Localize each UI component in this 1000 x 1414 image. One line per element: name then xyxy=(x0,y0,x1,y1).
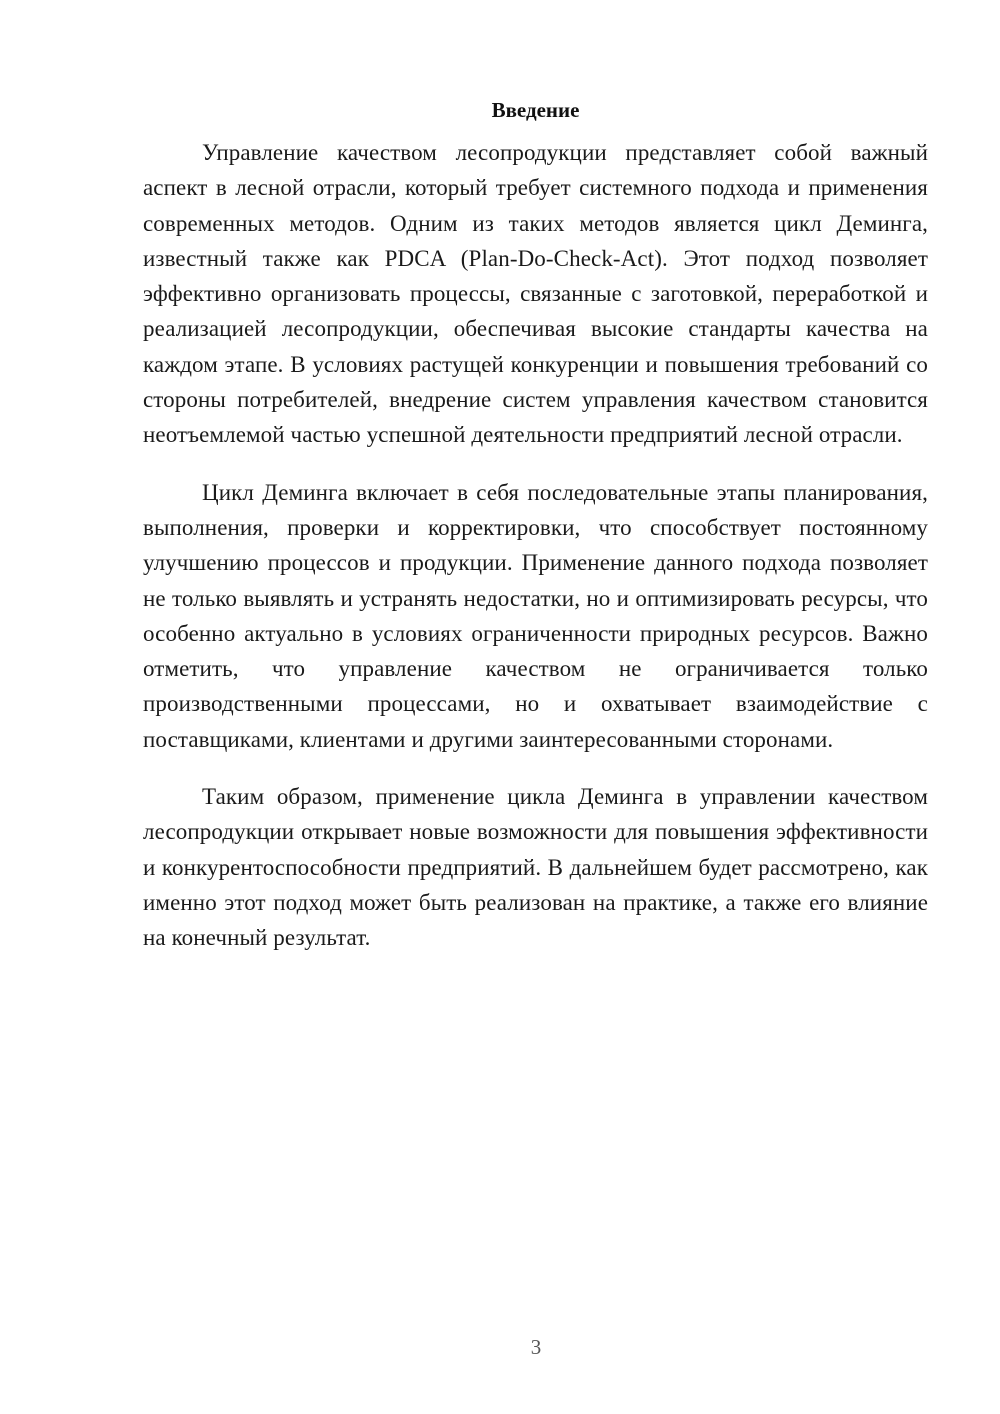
paragraph-1: Управление качеством лесопродукции представляет собой важный аспект в лесной отрасли, который требует системного подхода и применения современных методов. Одним из таких методов является цикл Деминга, известный также как PDCA (Plan-Do-Check-Act). Этот подход позволяет эффективно организовать процессы, связанные с заготовкой, переработкой и реализацией лесопродукции, обеспечивая высокие стандарты качества на каждом этапе. В условиях растущей конкуренции и повышения требований со стороны потребителей, внедрение систем управления качеством становится неотъемлемой частью успешной деятельности предприятий лесной отрасли. xyxy=(143,140,928,448)
page-content xyxy=(143,92,928,978)
page-number: 3 xyxy=(530,1335,542,1359)
section-heading: Введение xyxy=(491,98,580,122)
paragraph-3: Таким образом, применение цикла Деминга в управлении качеством лесопродукции открывает новые возможности для повышения эффективности и конкурентоспособности предприятий. В дальнейшем будет рассмотрено, как именно этот подход может быть реализован на практике, а также его влияние на конечный результат. xyxy=(143,784,928,951)
paragraph-2: Цикл Деминга включает в себя последовательные этапы планирования, выполнения, проверки и корректировки, что способствует постоянному улучшению процессов и продукции. Применение данного подхода позволяет не только выявлять и устранять недостатки, но и оптимизировать ресурсы, что особенно актуально в условиях ограниченности природных ресурсов. Важно отметить, что управление качеством не ограничивается только производственными процессами, но и охватывает взаимодействие с поставщиками, клиентами и другими заинтересованными сторонами. xyxy=(143,479,928,752)
